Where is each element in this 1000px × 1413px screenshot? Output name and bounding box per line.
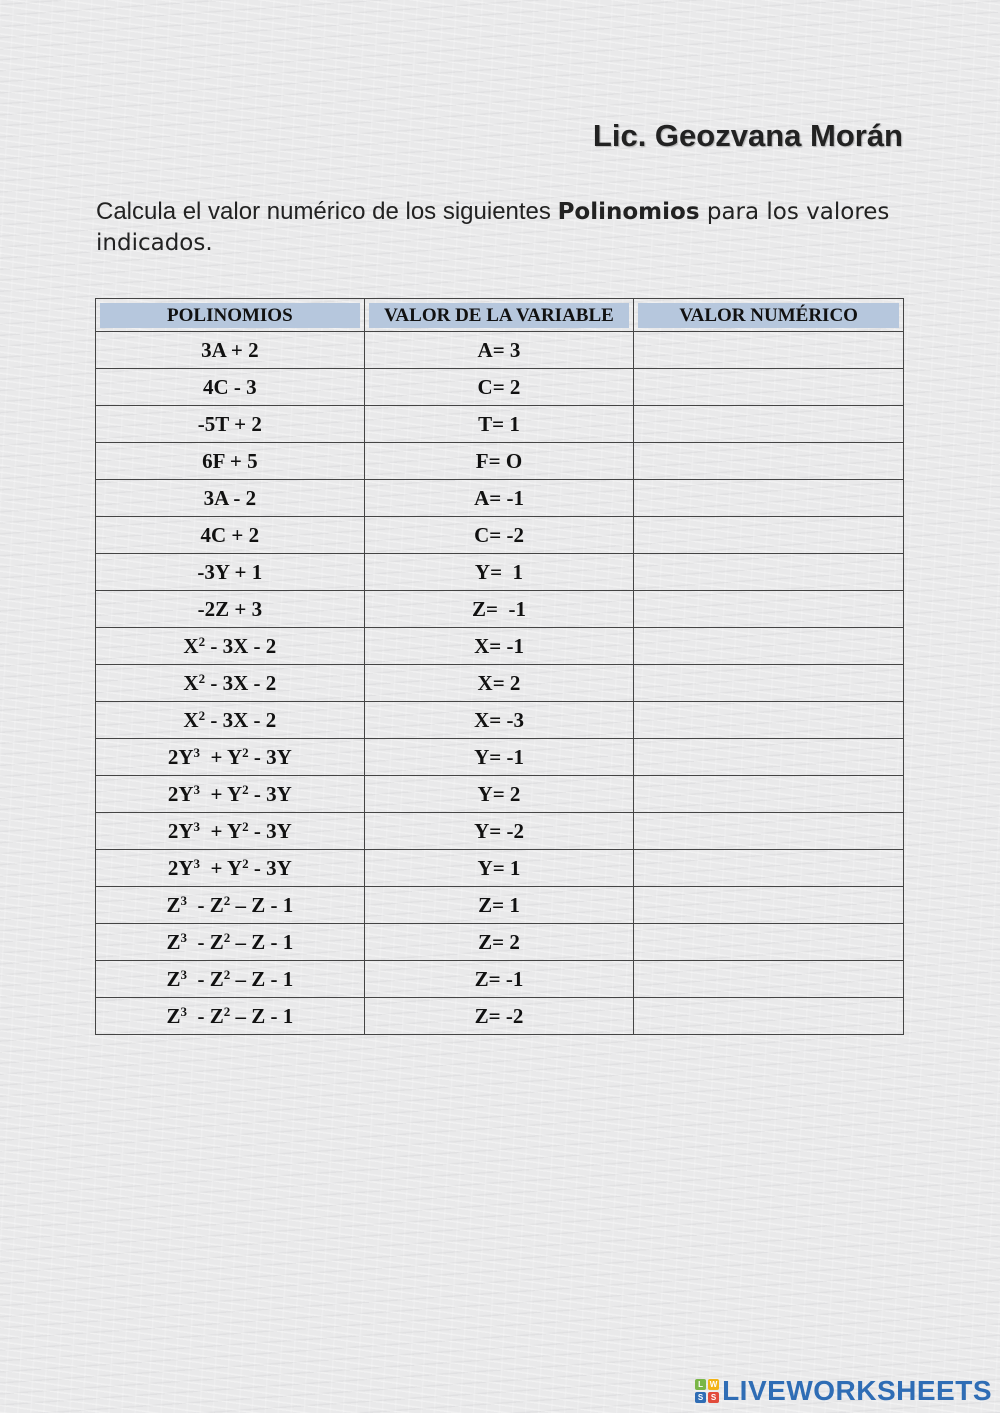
polynomial-term: + Y (200, 855, 243, 880)
variable-value-cell: X= -1 (364, 628, 634, 665)
table-row (96, 554, 904, 591)
polynomial-term: X (183, 633, 199, 658)
polynomial-exponent: 2 (198, 633, 206, 649)
variable-value-cell: Z= -2 (364, 998, 634, 1035)
author-name: Lic. Geozvana Morán (592, 118, 903, 153)
polynomial-exponent: 2 (242, 781, 249, 797)
polynomial-exponent: 3 (180, 966, 187, 982)
table-row (96, 813, 904, 850)
polynomials-table (95, 298, 904, 1035)
polynomial-exponent: 2 (223, 966, 231, 982)
polynomial-cell (96, 369, 365, 406)
table-row (96, 887, 904, 924)
polynomial-term: – Z - 1 (230, 1003, 294, 1028)
polynomial-cell (96, 998, 365, 1035)
polynomial-term: – Z - 1 (230, 929, 294, 954)
polynomial-term: 3A - 2 (203, 485, 257, 510)
polynomial-term: 3A + 2 (201, 337, 259, 362)
polynomial-cell (96, 628, 365, 665)
polynomial-exponent: 3 (180, 1003, 187, 1019)
variable-value-cell: C= -2 (364, 517, 634, 554)
table-row (96, 517, 904, 554)
polynomial-term: – Z - 1 (230, 892, 294, 917)
polynomial-exponent: 2 (223, 929, 231, 945)
header-valor-variable-label: VALOR DE LA VARIABLE (369, 303, 630, 328)
polynomial-cell (96, 480, 365, 517)
table-row (96, 480, 904, 517)
numeric-value-cell[interactable] (634, 924, 904, 961)
polynomial-cell (96, 554, 365, 591)
polynomial-exponent: 3 (193, 781, 201, 797)
polynomial-term: 2Y (167, 855, 194, 880)
numeric-value-cell[interactable] (634, 665, 904, 702)
polynomial-term: - 3X - 2 (205, 707, 277, 732)
polynomial-term: – Z - 1 (230, 966, 294, 991)
polynomial-cell (96, 702, 365, 739)
polynomial-cell (96, 776, 365, 813)
table-row (96, 443, 904, 480)
variable-value-cell: Z= 2 (364, 924, 634, 961)
table-body (96, 332, 904, 1035)
instructions-bold: Polinomios (557, 199, 700, 225)
variable-value-cell: X= -3 (364, 702, 634, 739)
variable-value-cell: Y= -1 (364, 739, 634, 776)
logo-mark-letter: L (695, 1379, 706, 1390)
header-valor-numerico-label: VALOR NUMÉRICO (638, 303, 899, 328)
variable-value-cell: Y= 2 (364, 776, 634, 813)
polynomial-cell (96, 406, 365, 443)
logo-icon (695, 1379, 719, 1403)
instructions-part-1: Calcula el valor numérico de los siguientes (96, 198, 558, 225)
polynomial-term: - Z (186, 929, 224, 954)
polynomial-term: - 3X - 2 (205, 633, 277, 658)
numeric-value-cell[interactable] (634, 480, 904, 517)
numeric-value-cell[interactable] (634, 813, 904, 850)
variable-value-cell: C= 2 (364, 369, 634, 406)
numeric-value-cell[interactable] (634, 628, 904, 665)
table-row (96, 591, 904, 628)
variable-value-cell: Y= 1 (364, 554, 634, 591)
polynomial-term: - 3Y (248, 818, 292, 843)
instructions-text (96, 196, 916, 259)
variable-value-cell: Z= 1 (364, 887, 634, 924)
header-polinomios (96, 299, 365, 332)
table-row (96, 776, 904, 813)
table-row (96, 332, 904, 369)
table-row (96, 369, 904, 406)
header-valor-variable (364, 299, 634, 332)
polynomial-term: + Y (200, 818, 243, 843)
polynomial-term: - 3Y (248, 744, 292, 769)
numeric-value-cell[interactable] (634, 517, 904, 554)
table-header-row (96, 299, 904, 332)
polynomial-exponent: 2 (242, 744, 249, 760)
polynomial-exponent: 2 (242, 818, 249, 834)
liveworksheets-logo (695, 1375, 992, 1407)
polynomial-exponent: 3 (193, 855, 201, 871)
polynomial-term: Z (166, 966, 181, 991)
polynomial-exponent: 2 (223, 892, 231, 908)
polynomial-term: 4C - 3 (203, 374, 257, 399)
polynomial-exponent: 3 (193, 744, 201, 760)
polynomial-term: - Z (186, 966, 224, 991)
polynomial-term: X (183, 670, 199, 695)
polynomial-term: 2Y (167, 781, 194, 806)
polynomial-term: 2Y (167, 744, 194, 769)
polynomial-term: - 3Y (248, 781, 292, 806)
instructions-part-2: para los valores indicados. (96, 199, 890, 256)
polynomial-cell (96, 813, 365, 850)
polynomial-term: -5T + 2 (197, 411, 262, 436)
variable-value-cell: A= -1 (364, 480, 634, 517)
polynomial-cell (96, 443, 365, 480)
numeric-value-cell[interactable] (634, 554, 904, 591)
polynomial-cell (96, 665, 365, 702)
polynomial-cell (96, 517, 365, 554)
table-row (96, 628, 904, 665)
polynomial-term: - 3X - 2 (205, 670, 277, 695)
table-row (96, 961, 904, 998)
polynomial-cell (96, 924, 365, 961)
numeric-value-cell[interactable] (634, 887, 904, 924)
table-row (96, 850, 904, 887)
variable-value-cell: Z= -1 (364, 961, 634, 998)
logo-mark-letter: S (695, 1392, 706, 1403)
numeric-value-cell[interactable] (634, 739, 904, 776)
polynomial-term: -3Y + 1 (197, 559, 263, 584)
table-row (96, 998, 904, 1035)
logo-mark-letter: S (708, 1392, 719, 1403)
variable-value-cell: A= 3 (364, 332, 634, 369)
variable-value-cell: T= 1 (364, 406, 634, 443)
polynomial-cell (96, 591, 365, 628)
polynomial-term: -2Z + 3 (197, 596, 263, 621)
variable-value-cell: F= O (364, 443, 634, 480)
polynomial-term: - Z (186, 1003, 224, 1028)
numeric-value-cell[interactable] (634, 443, 904, 480)
header-polinomios-label: POLINOMIOS (100, 303, 360, 328)
polynomial-term: - Z (186, 892, 224, 917)
numeric-value-cell[interactable] (634, 591, 904, 628)
polynomial-term: 6F + 5 (202, 448, 258, 473)
polynomial-cell (96, 739, 365, 776)
numeric-value-cell[interactable] (634, 332, 904, 369)
polynomial-cell (96, 887, 365, 924)
variable-value-cell: Y= -2 (364, 813, 634, 850)
table-row (96, 406, 904, 443)
table-row (96, 924, 904, 961)
polynomial-exponent: 2 (198, 670, 206, 686)
numeric-value-cell[interactable] (634, 406, 904, 443)
polynomial-term: + Y (200, 781, 243, 806)
variable-value-cell: Y= 1 (364, 850, 634, 887)
logo-text: LIVEWORKSHEETS (722, 1375, 992, 1406)
polynomial-term: Z (166, 929, 181, 954)
polynomial-term: 2Y (167, 818, 194, 843)
polynomial-exponent: 3 (180, 929, 187, 945)
polynomial-cell (96, 850, 365, 887)
polynomial-term: + Y (200, 744, 243, 769)
table-row (96, 702, 904, 739)
polynomial-exponent: 3 (193, 818, 201, 834)
polynomial-term: - 3Y (248, 855, 292, 880)
polynomial-exponent: 2 (223, 1003, 231, 1019)
polynomial-term: Z (166, 892, 181, 917)
table-row (96, 739, 904, 776)
numeric-value-cell[interactable] (634, 776, 904, 813)
header-valor-numerico (634, 299, 904, 332)
numeric-value-cell[interactable] (634, 961, 904, 998)
polynomial-term: Z (166, 1003, 181, 1028)
polynomial-term: X (183, 707, 199, 732)
polynomial-cell (96, 332, 365, 369)
polynomial-cell (96, 961, 365, 998)
polynomial-exponent: 2 (198, 707, 206, 723)
numeric-value-cell[interactable] (634, 369, 904, 406)
variable-value-cell: Z= -1 (364, 591, 634, 628)
variable-value-cell: X= 2 (364, 665, 634, 702)
numeric-value-cell[interactable] (634, 998, 904, 1035)
table-row (96, 665, 904, 702)
polynomial-exponent: 3 (180, 892, 187, 908)
numeric-value-cell[interactable] (634, 850, 904, 887)
numeric-value-cell[interactable] (634, 702, 904, 739)
polynomial-term: 4C + 2 (200, 522, 260, 547)
polynomial-exponent: 2 (242, 855, 249, 871)
logo-mark-letter: W (709, 1380, 718, 1389)
